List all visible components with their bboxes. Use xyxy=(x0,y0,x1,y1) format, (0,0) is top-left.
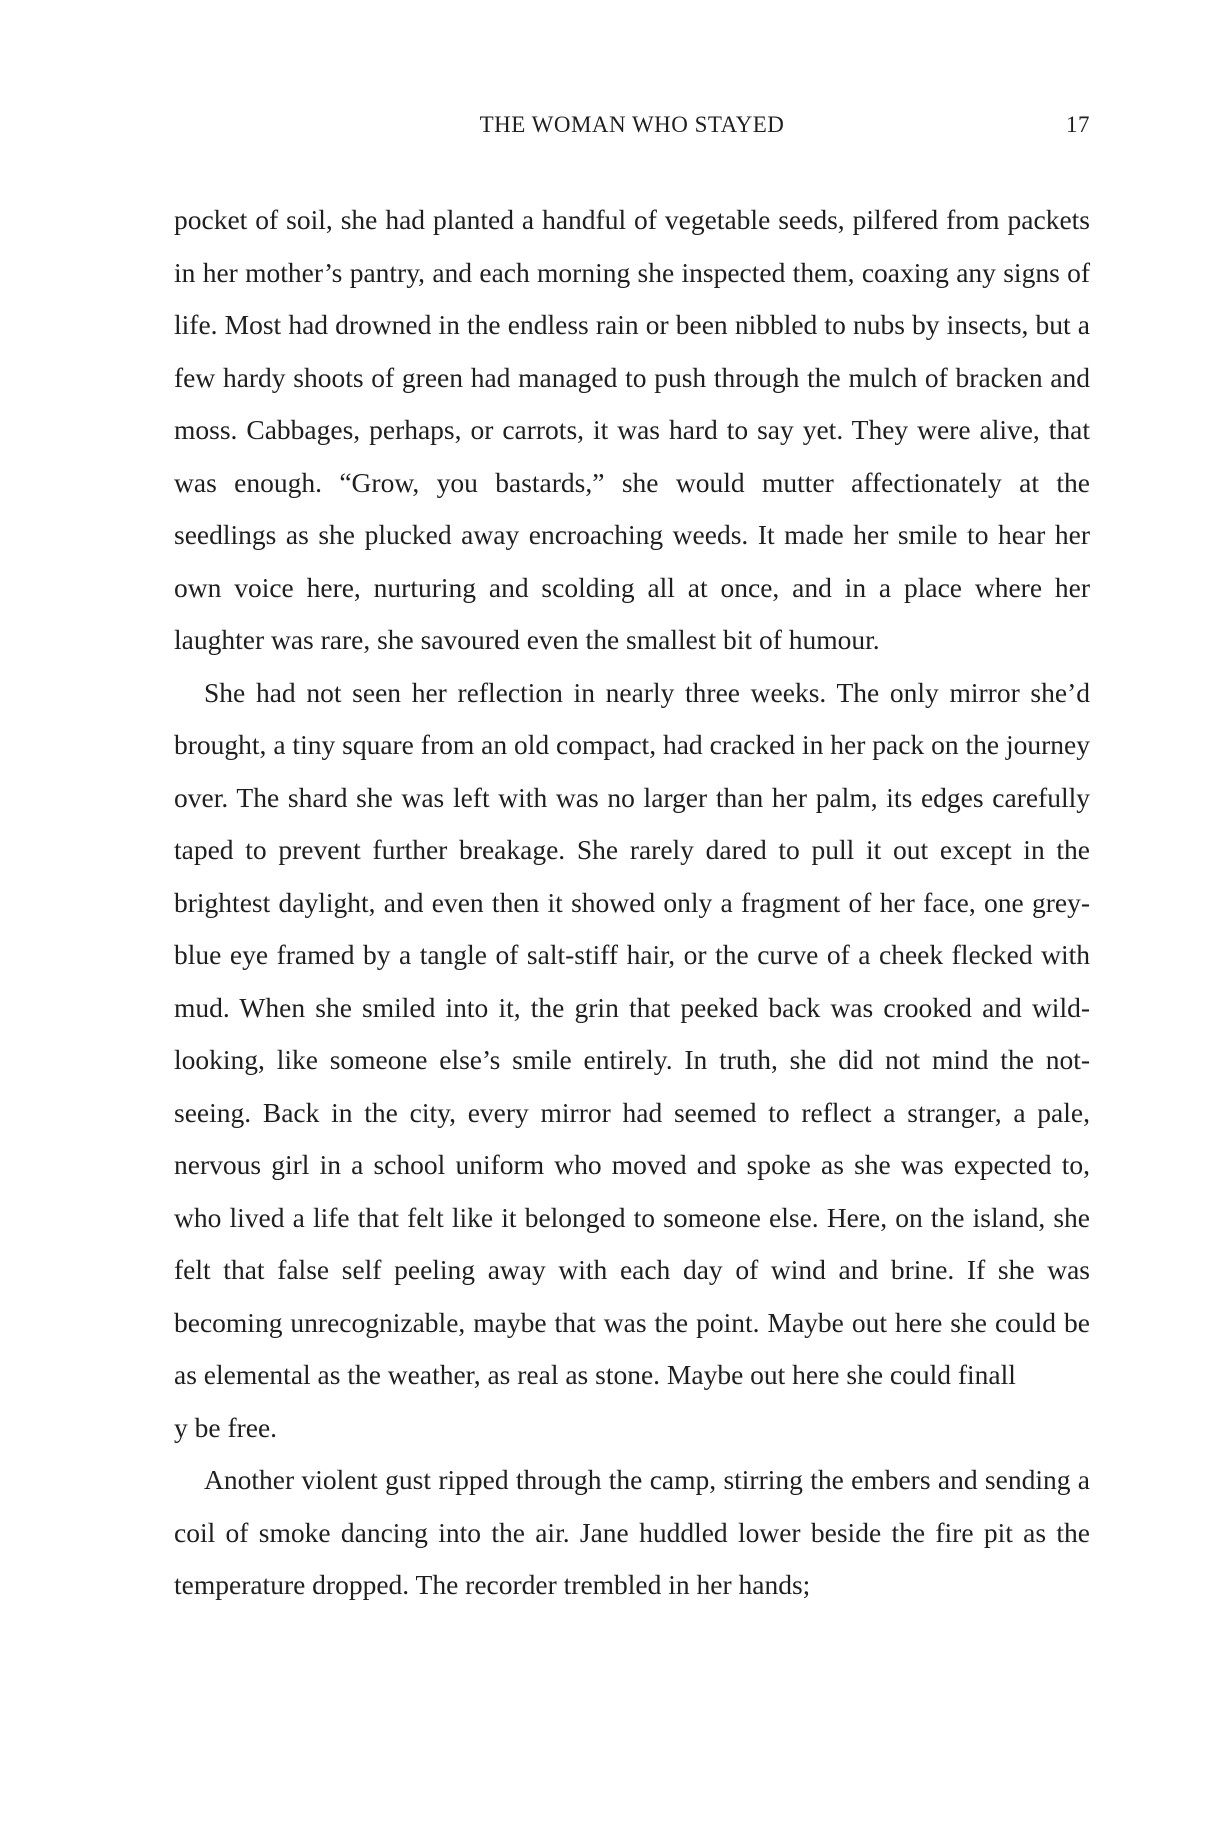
paragraph-garden: pocket of soil, she had planted a handful of vegetable seeds, pilfered from packets in her mother’s pantry, and each morning she inspected them, coaxing any signs of life. Most had drowned in the endless rain or been nibbled to nubs by insects, but a few hardy shoots of green had managed to push through the mulch of bracken and moss. Cabbages, perhaps, or carrots, it was hard to say yet. They were alive, that was enough. “Grow, you bastards,” she would mutter affectionately at the seedlings as she plucked away encroaching weeds. It made her smile to hear her own voice here, nurturing and scolding all at once, and in a place where her laughter was rare, she savoured even the smallest bit of humour. xyxy=(174,204,1090,655)
paragraph-mirror-continuation: y be free. xyxy=(174,1411,278,1443)
running-title: THE WOMAN WHO STAYED xyxy=(479,112,785,137)
page-number: 17 xyxy=(1066,112,1090,137)
body-text xyxy=(174,194,1090,1612)
running-head xyxy=(174,112,1090,148)
paragraph-mirror: She had not seen her reflection in nearly three weeks. The only mirror she’d brought, a tiny square from an old compact, had cracked in her pack on the journey over. The shard she was left with was no larger than her palm, its edges carefully taped to prevent further breakage. She rarely dared to pull it out except in the brightest daylight, and even then it showed only a fragment of her face, one grey-blue eye framed by a tangle of salt-stiff hair, or the curve of a cheek flecked with mud. When she smiled into it, the grin that peeked back was crooked and wild-looking, like someone else’s smile entirely. In truth, she did not mind the not-seeing. Back in the city, every mirror had seemed to reflect a stranger, a pale, nervous girl in a school uniform who moved and spoke as she was expected to, who lived a life that felt like it belonged to someone else. Here, on the island, she felt that false self peeling away with each day of wind and brine. If she was becoming unrecognizable, maybe that was the point. Maybe out here she could be as elemental as the weather, as real as stone. Maybe out here she could finall xyxy=(174,676,1090,1390)
paragraph-gust: Another violent gust ripped through the camp, stirring the embers and sending a coil of smoke dancing into the air. Jane huddled lower beside the fire pit as the temperature dropped. The recorder trembled in her hands; xyxy=(174,1464,1090,1600)
